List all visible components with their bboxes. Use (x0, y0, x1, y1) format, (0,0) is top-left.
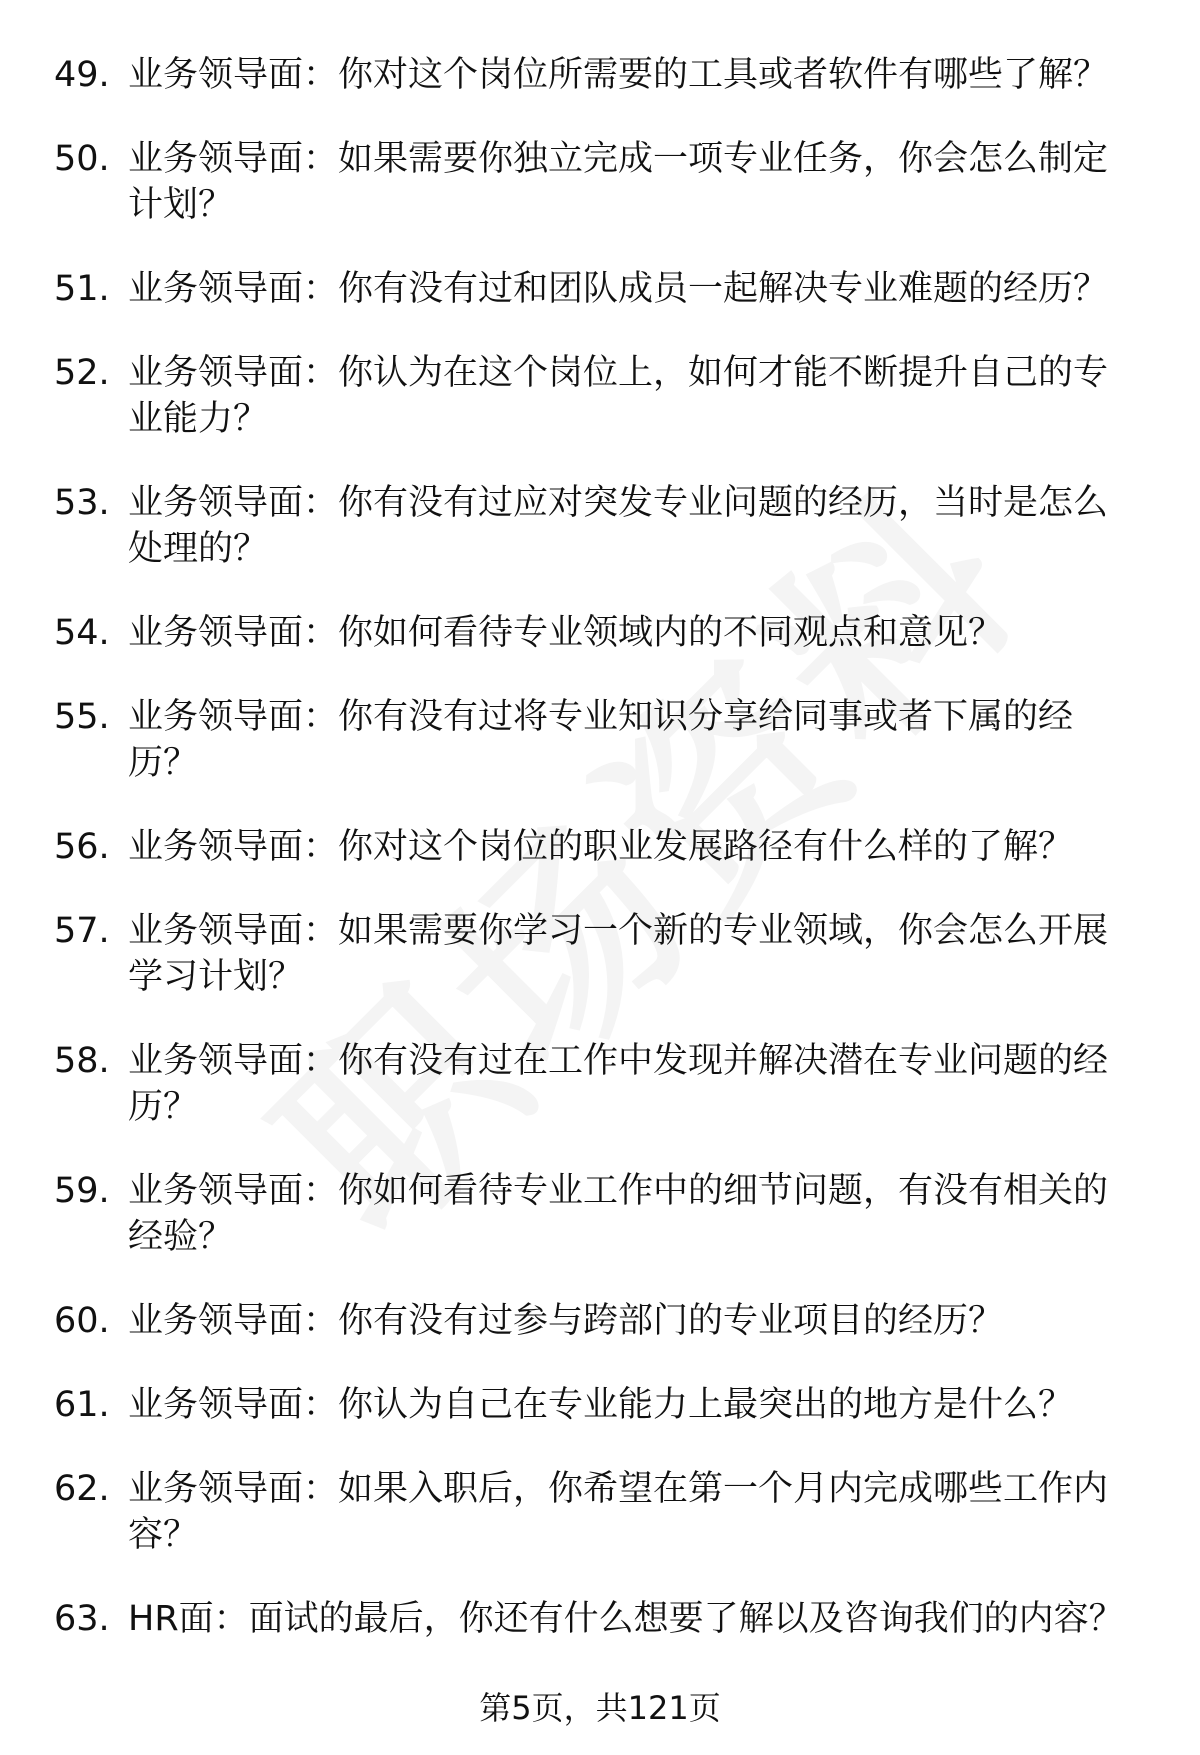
item-text: 业务领导面：你有没有过参与跨部门的专业项目的经历？ (128, 1301, 1004, 1341)
item-text: 业务领导面：你有没有过将专业知识分享给同事或者下属的经历？ (128, 697, 1074, 783)
item-number: 55. (54, 697, 110, 737)
list-item (0, 694, 1200, 786)
list-item (0, 610, 1200, 656)
item-number: 58. (54, 1041, 110, 1081)
item-text: 业务领导面：你有没有过和团队成员一起解决专业难题的经历？ (128, 269, 1109, 309)
item-text: 业务领导面：你有没有过在工作中发现并解决潜在专业问题的经历？ (128, 1041, 1109, 1127)
item-number: 51. (54, 269, 110, 309)
list-item (0, 480, 1200, 572)
item-text: 业务领导面：你认为在这个岗位上，如何才能不断提升自己的专业能力？ (128, 353, 1109, 439)
item-text: HR面：面试的最后，你还有什么想要了解以及咨询我们的内容？ (128, 1599, 1124, 1639)
item-text: 业务领导面：你有没有过应对突发专业问题的经历，当时是怎么处理的？ (128, 483, 1109, 569)
item-number: 62. (54, 1469, 110, 1509)
item-number: 53. (54, 483, 110, 523)
list-item (0, 824, 1200, 870)
list-item (0, 1466, 1200, 1558)
item-number: 52. (54, 353, 110, 393)
item-text: 业务领导面：你对这个岗位的职业发展路径有什么样的了解？ (128, 827, 1074, 867)
item-number: 49. (54, 55, 110, 95)
item-text: 业务领导面：你如何看待专业工作中的细节问题，有没有相关的经验？ (128, 1171, 1109, 1257)
list-item (0, 136, 1200, 228)
item-text: 业务领导面：如果需要你学习一个新的专业领域，你会怎么开展学习计划？ (128, 911, 1109, 997)
item-number: 54. (54, 613, 110, 653)
item-text: 业务领导面：你如何看待专业领域内的不同观点和意见？ (128, 613, 1004, 653)
item-text: 业务领导面：如果入职后，你希望在第一个月内完成哪些工作内容？ (128, 1469, 1109, 1555)
item-text: 业务领导面：你认为自己在专业能力上最突出的地方是什么？ (128, 1385, 1074, 1425)
item-text: 业务领导面：如果需要你独立完成一项专业任务，你会怎么制定计划？ (128, 139, 1109, 225)
list-item (0, 52, 1200, 98)
item-number: 50. (54, 139, 110, 179)
list-item (0, 1382, 1200, 1428)
list-item (0, 350, 1200, 442)
list-item (0, 1038, 1200, 1130)
page-footer: 第5页，共121页 (479, 1689, 721, 1727)
list-item (0, 1298, 1200, 1344)
item-text: 业务领导面：你对这个岗位所需要的工具或者软件有哪些了解？ (128, 55, 1109, 95)
item-number: 56. (54, 827, 110, 867)
list-item (0, 1596, 1200, 1642)
item-number: 59. (54, 1171, 110, 1211)
question-list (0, 52, 1200, 1680)
item-number: 61. (54, 1385, 110, 1425)
list-item (0, 908, 1200, 1000)
list-item (0, 266, 1200, 312)
item-number: 57. (54, 911, 110, 951)
item-number: 60. (54, 1301, 110, 1341)
item-number: 63. (54, 1599, 110, 1639)
list-item (0, 1168, 1200, 1260)
